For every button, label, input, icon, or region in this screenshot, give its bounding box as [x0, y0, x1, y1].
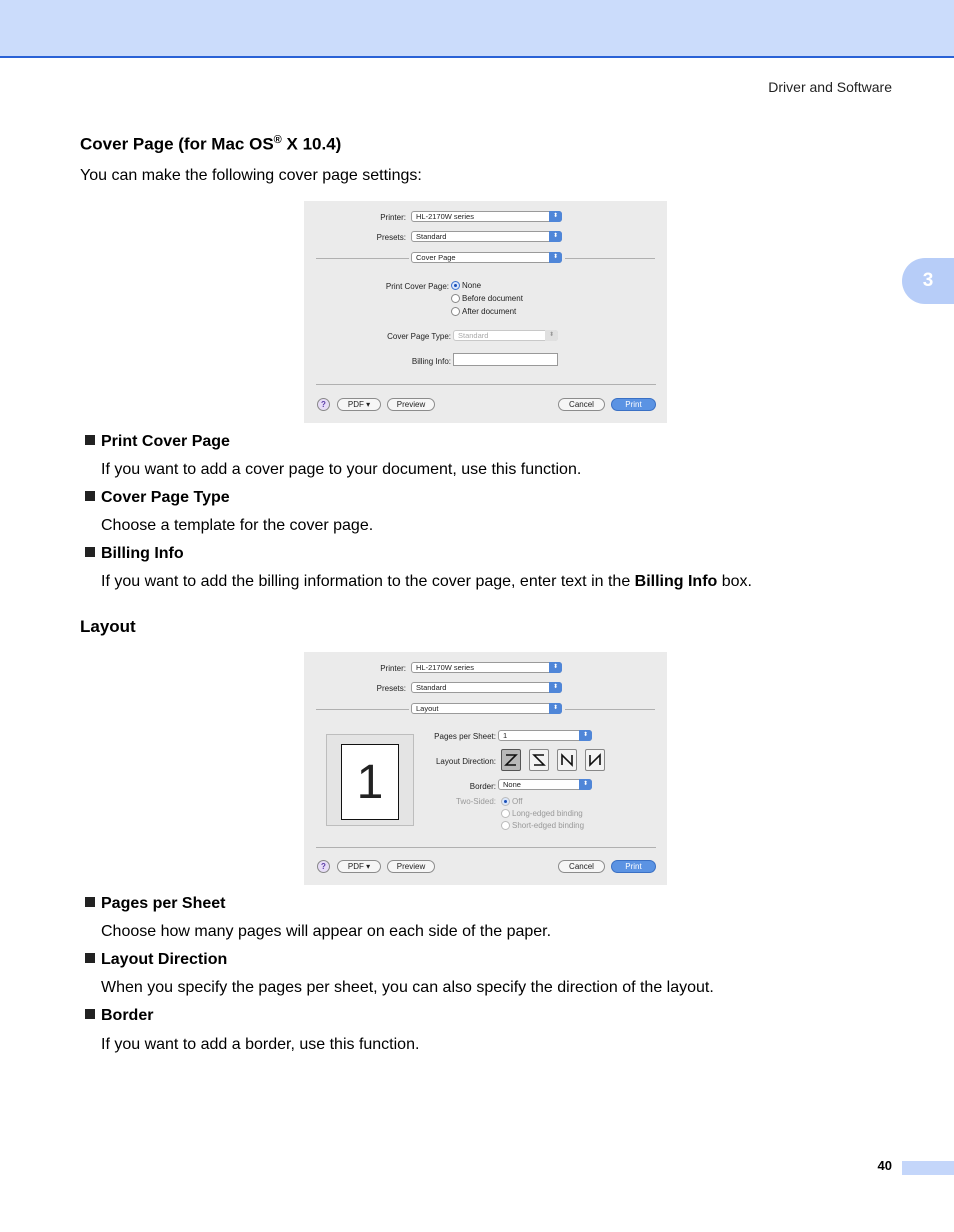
layout-heading: Layout: [80, 617, 136, 636]
billing-info-input[interactable]: [453, 353, 558, 366]
layout-n-icon[interactable]: [557, 749, 577, 771]
layout-dialog: [304, 652, 667, 885]
heading-main: Cover Page (for Mac OS: [80, 134, 274, 154]
radio-off[interactable]: [501, 797, 523, 806]
presets-value: Standard: [416, 683, 447, 692]
pane-value: Cover Page: [416, 253, 456, 262]
radio-off-label: Off: [512, 797, 523, 806]
popup-arrows-icon: ⬍: [549, 231, 562, 242]
item-title: Pages per Sheet: [101, 895, 226, 912]
presets-popup[interactable]: [411, 682, 562, 693]
pane-popup[interactable]: [411, 703, 562, 714]
cancel-button[interactable]: Cancel: [558, 860, 605, 873]
footer-bar: [902, 1161, 954, 1175]
desc-text: If you want to add the billing information to the cover page, enter text in the: [101, 573, 635, 590]
printer-popup[interactable]: [411, 662, 562, 673]
item-title: Layout Direction: [101, 951, 228, 968]
pages-per-sheet-value: 1: [503, 731, 508, 740]
item-print-cover-page: [85, 433, 230, 451]
pane-popup[interactable]: [411, 252, 562, 263]
print-cover-label: Print Cover Page:: [385, 282, 449, 291]
pdf-button[interactable]: PDF ▾: [337, 398, 381, 411]
layout-direction-label: Layout Direction:: [435, 757, 496, 766]
popup-arrows-icon: ⬍: [545, 330, 558, 341]
desc-bold: Billing Info: [634, 573, 718, 590]
printer-value: HL-2170W series: [416, 663, 474, 672]
item-title: Billing Info: [101, 545, 184, 562]
cancel-button[interactable]: Cancel: [558, 398, 605, 411]
desc-text: box.: [717, 573, 752, 590]
presets-label: Presets:: [376, 684, 406, 693]
cover-type-value: Standard: [458, 331, 489, 340]
pages-per-sheet-popup[interactable]: [498, 730, 592, 741]
radio-icon: [451, 307, 460, 316]
cover-page-dialog: [304, 201, 667, 423]
radio-short-edged[interactable]: [501, 821, 584, 830]
item-desc: Choose how many pages will appear on each side of the paper.: [101, 923, 552, 940]
layout-reverse-z-icon[interactable]: [529, 749, 549, 771]
popup-arrows-icon: ⬍: [549, 682, 562, 693]
layout-reverse-n-icon[interactable]: [585, 749, 605, 771]
radio-icon: [501, 809, 510, 818]
radio-icon: [451, 294, 460, 303]
page-number: 40: [877, 1158, 892, 1173]
item-desc: If you want to add a cover page to your document, use this function.: [101, 461, 582, 478]
bullet-square-icon: [85, 953, 95, 963]
billing-info-label: Billing Info:: [411, 357, 451, 366]
radio-icon: [501, 821, 510, 830]
popup-arrows-icon: ⬍: [549, 703, 562, 714]
item-title: Print Cover Page: [101, 433, 230, 450]
layout-z-icon[interactable]: [501, 749, 521, 771]
printer-label: Printer:: [380, 213, 406, 222]
cover-type-label: Cover Page Type:: [387, 332, 451, 341]
separator: [316, 384, 656, 385]
header-band: [0, 0, 954, 58]
pages-per-sheet-label: Pages per Sheet:: [434, 732, 496, 741]
printer-value: HL-2170W series: [416, 212, 474, 221]
separator: [316, 258, 409, 259]
preview-button[interactable]: Preview: [387, 860, 435, 873]
bullet-square-icon: [85, 547, 95, 557]
popup-arrows-icon: ⬍: [579, 730, 592, 741]
presets-popup[interactable]: [411, 231, 562, 242]
pane-value: Layout: [416, 704, 439, 713]
separator: [316, 709, 409, 710]
item-desc: When you specify the pages per sheet, you can also specify the direction of the layout.: [101, 979, 714, 996]
popup-arrows-icon: ⬍: [579, 779, 592, 790]
border-popup[interactable]: [498, 779, 592, 790]
help-button[interactable]: ?: [317, 860, 330, 873]
cover-intro: You can make the following cover page settings:: [80, 167, 422, 184]
bullet-square-icon: [85, 491, 95, 501]
item-cover-page-type: [85, 489, 230, 507]
popup-arrows-icon: ⬍: [549, 662, 562, 673]
radio-before-label: Before document: [462, 294, 523, 303]
layout-preview: [326, 734, 414, 826]
item-layout-direction: [85, 951, 227, 969]
preview-button[interactable]: Preview: [387, 398, 435, 411]
printer-label: Printer:: [380, 664, 406, 673]
printer-popup[interactable]: [411, 211, 562, 222]
separator: [565, 258, 655, 259]
cover-page-heading: [80, 134, 341, 155]
registered-mark: ®: [273, 134, 282, 146]
radio-after-document[interactable]: [451, 307, 516, 316]
bullet-square-icon: [85, 1009, 95, 1019]
radio-long-edged[interactable]: [501, 809, 583, 818]
radio-selected-icon: [451, 281, 460, 290]
section-title: Driver and Software: [768, 79, 892, 95]
bullet-square-icon: [85, 435, 95, 445]
radio-before-document[interactable]: [451, 294, 523, 303]
item-desc: If you want to add a border, use this function.: [101, 1036, 420, 1053]
item-title: Cover Page Type: [101, 489, 230, 506]
item-border: [85, 1007, 153, 1025]
cover-type-popup[interactable]: [453, 330, 558, 341]
preview-page: 1: [341, 744, 399, 820]
presets-label: Presets:: [376, 233, 406, 242]
border-value: None: [503, 780, 521, 789]
print-button[interactable]: Print: [611, 860, 656, 873]
radio-selected-icon: [501, 797, 510, 806]
two-sided-label: Two-Sided:: [455, 797, 496, 806]
item-billing-info: [85, 545, 184, 563]
help-button[interactable]: ?: [317, 398, 330, 411]
print-button[interactable]: Print: [611, 398, 656, 411]
item-desc: [101, 573, 752, 591]
radio-none-label: None: [462, 281, 482, 290]
border-label: Border:: [469, 782, 496, 791]
radio-after-label: After document: [462, 307, 517, 316]
radio-long-label: Long-edged binding: [512, 809, 583, 818]
heading-tail: X 10.4): [281, 134, 342, 154]
radio-none[interactable]: [451, 281, 481, 290]
presets-value: Standard: [416, 232, 447, 241]
item-pages-per-sheet: [85, 895, 226, 913]
separator: [565, 709, 655, 710]
bullet-square-icon: [85, 897, 95, 907]
popup-arrows-icon: ⬍: [549, 211, 562, 222]
chapter-tab: 3: [902, 258, 954, 304]
pdf-button[interactable]: PDF ▾: [337, 860, 381, 873]
popup-arrows-icon: ⬍: [549, 252, 562, 263]
item-desc: Choose a template for the cover page.: [101, 517, 374, 534]
separator: [316, 847, 656, 848]
radio-short-label: Short-edged binding: [512, 821, 585, 830]
item-title: Border: [101, 1007, 154, 1024]
